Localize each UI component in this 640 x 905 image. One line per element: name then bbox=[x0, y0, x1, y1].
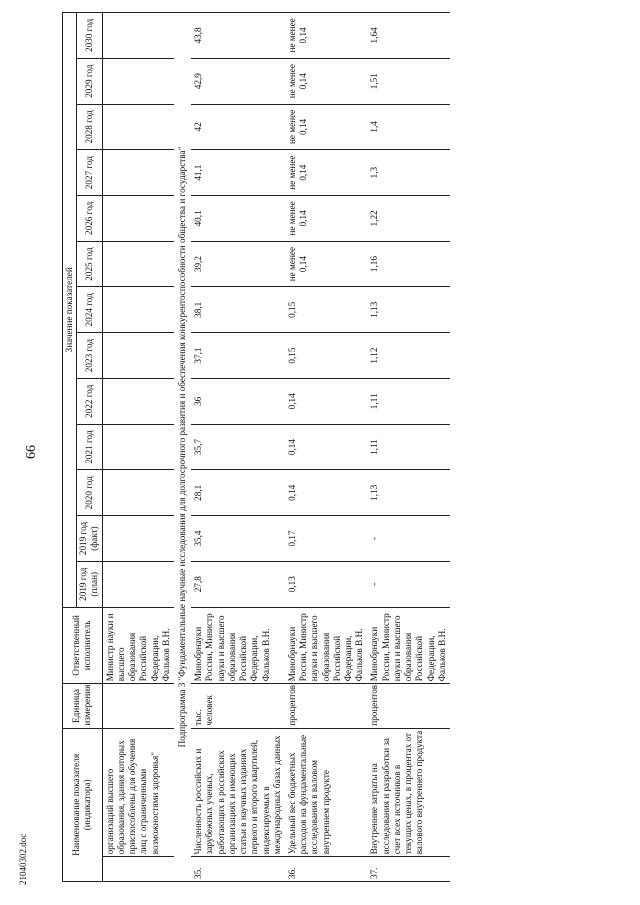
value-cell: 0,14 bbox=[285, 378, 368, 424]
header-year: 2025 год bbox=[77, 241, 102, 287]
header-responsible: Ответственный исполнитель bbox=[63, 607, 103, 684]
header-year: 2029 год bbox=[77, 58, 102, 104]
value-cell: 41,1 bbox=[191, 150, 285, 196]
value-cell: 35,7 bbox=[191, 424, 285, 470]
value-cell: 28,1 bbox=[191, 470, 285, 516]
value-cell: не менее 0,14 bbox=[285, 13, 368, 59]
indicator-unit bbox=[102, 684, 174, 728]
row-number bbox=[102, 857, 174, 882]
value-cell: 1,13 bbox=[367, 470, 450, 516]
header-year: 2019 год (план) bbox=[77, 561, 102, 607]
value-cell: не менее 0,14 bbox=[285, 58, 368, 104]
header-year: 2021 год bbox=[77, 424, 102, 470]
table-row-continued bbox=[102, 13, 174, 882]
indicator-responsible: Минобрнауки России, Министр науки и высшего образования Российской Федерации, Фальков В.Н. bbox=[367, 607, 450, 684]
value-cell: 1,64 bbox=[367, 13, 450, 59]
value-cell: 35,4 bbox=[191, 516, 285, 562]
indicator-responsible: Министр науки и высшего образования Российской Федерации, Фальков В.Н. bbox=[102, 607, 174, 684]
value-cell: 0,13 bbox=[285, 561, 368, 607]
value-cell: 1,16 bbox=[367, 241, 450, 287]
value-cell: 1,13 bbox=[367, 287, 450, 333]
value-cell: 37,1 bbox=[191, 333, 285, 379]
header-values-group: Значение показателей bbox=[63, 13, 77, 608]
section-row bbox=[174, 13, 191, 882]
header-year: 2022 год bbox=[77, 378, 102, 424]
value-cell: 1,51 bbox=[367, 58, 450, 104]
header-name: Наименование показателя (индикатора) bbox=[63, 728, 103, 881]
header-year: 2027 год bbox=[77, 150, 102, 196]
indicator-name: Внутренние затраты на исследования и разработки за счет всех источников в текущих ценах, в процентах от валового внутреннего продукта bbox=[367, 728, 450, 857]
value-cell: 43,8 bbox=[191, 13, 285, 59]
value-cell: - bbox=[367, 516, 450, 562]
page-number: 66 bbox=[24, 445, 39, 459]
indicator-name: Численность российских и зарубежных ученых, работающих в российских организациях и имеющих статьи в научных изданиях первого и второго квартилей, индексируемых в международных базах данных bbox=[191, 728, 285, 857]
value-cell: не менее 0,14 bbox=[285, 241, 368, 287]
value-cell: 1,11 bbox=[367, 378, 450, 424]
value-cell: 36 bbox=[191, 378, 285, 424]
value-cell: 1,4 bbox=[367, 104, 450, 150]
value-cell: 1,11 bbox=[367, 424, 450, 470]
header-year: 2024 год bbox=[77, 287, 102, 333]
table-row bbox=[367, 13, 450, 882]
indicator-unit: процентов bbox=[367, 684, 450, 728]
value-cell: 0,14 bbox=[285, 424, 368, 470]
header-year: 2019 год (факт) bbox=[77, 516, 102, 562]
indicator-responsible: Минобрнауки России, Министр науки и высшего образования Российской Федерации, Фальков В.Н. bbox=[285, 607, 368, 684]
indicator-name: организаций высшего образования, здания которых приспособлены для обучения лиц с ограниченными возможностями здоровья" bbox=[102, 728, 174, 857]
row-number: 37. bbox=[367, 857, 450, 882]
section-title: Подпрограмма 3 "Фундаментальные научные исследования для долгосрочного развития и обеспечения конкурентоспособности общества и государства" bbox=[174, 13, 191, 882]
table-header bbox=[63, 13, 103, 882]
value-cell: 0,15 bbox=[285, 333, 368, 379]
value-cell: - bbox=[367, 561, 450, 607]
value-cell: 0,15 bbox=[285, 287, 368, 333]
value-cell: 27,8 bbox=[191, 561, 285, 607]
header-year: 2023 год bbox=[77, 333, 102, 379]
indicator-unit: тыс. человек bbox=[191, 684, 285, 728]
value-cell: 1,22 bbox=[367, 196, 450, 242]
value-cell: 39,2 bbox=[191, 241, 285, 287]
value-cell: 38,1 bbox=[191, 287, 285, 333]
header-year: 2020 год bbox=[77, 470, 102, 516]
value-cell: не менее 0,14 bbox=[285, 104, 368, 150]
value-cell: 1,12 bbox=[367, 333, 450, 379]
value-cell: не менее 0,14 bbox=[285, 196, 368, 242]
value-cell: не менее 0,14 bbox=[285, 150, 368, 196]
header-year: 2030 год bbox=[77, 13, 102, 59]
value-cell: 42,9 bbox=[191, 58, 285, 104]
indicator-name: Удельный вес бюджетных расходов на фундаментальные исследования в валовом внутреннем продукте bbox=[285, 728, 368, 857]
row-number: 35. bbox=[191, 857, 285, 882]
row-number: 36. bbox=[285, 857, 368, 882]
indicator-responsible: Минобрнауки России, Министр науки и высшего образования Российской Федерации, Фальков В.Н. bbox=[191, 607, 285, 684]
header-year: 2028 год bbox=[77, 104, 102, 150]
rotated-page bbox=[62, 12, 450, 882]
header-year: 2026 год bbox=[77, 196, 102, 242]
table-row bbox=[285, 13, 368, 882]
indicators-table bbox=[62, 12, 450, 882]
document-footer-code: 21040302.doc bbox=[18, 833, 28, 885]
indicator-unit: процентов bbox=[285, 684, 368, 728]
value-cell: 42 bbox=[191, 104, 285, 150]
value-cell: 0,17 bbox=[285, 516, 368, 562]
header-unit: Единица измерения bbox=[63, 684, 103, 728]
table-row bbox=[191, 13, 285, 882]
value-cell: 40,1 bbox=[191, 196, 285, 242]
value-cell: 0,14 bbox=[285, 470, 368, 516]
value-cell: 1,3 bbox=[367, 150, 450, 196]
